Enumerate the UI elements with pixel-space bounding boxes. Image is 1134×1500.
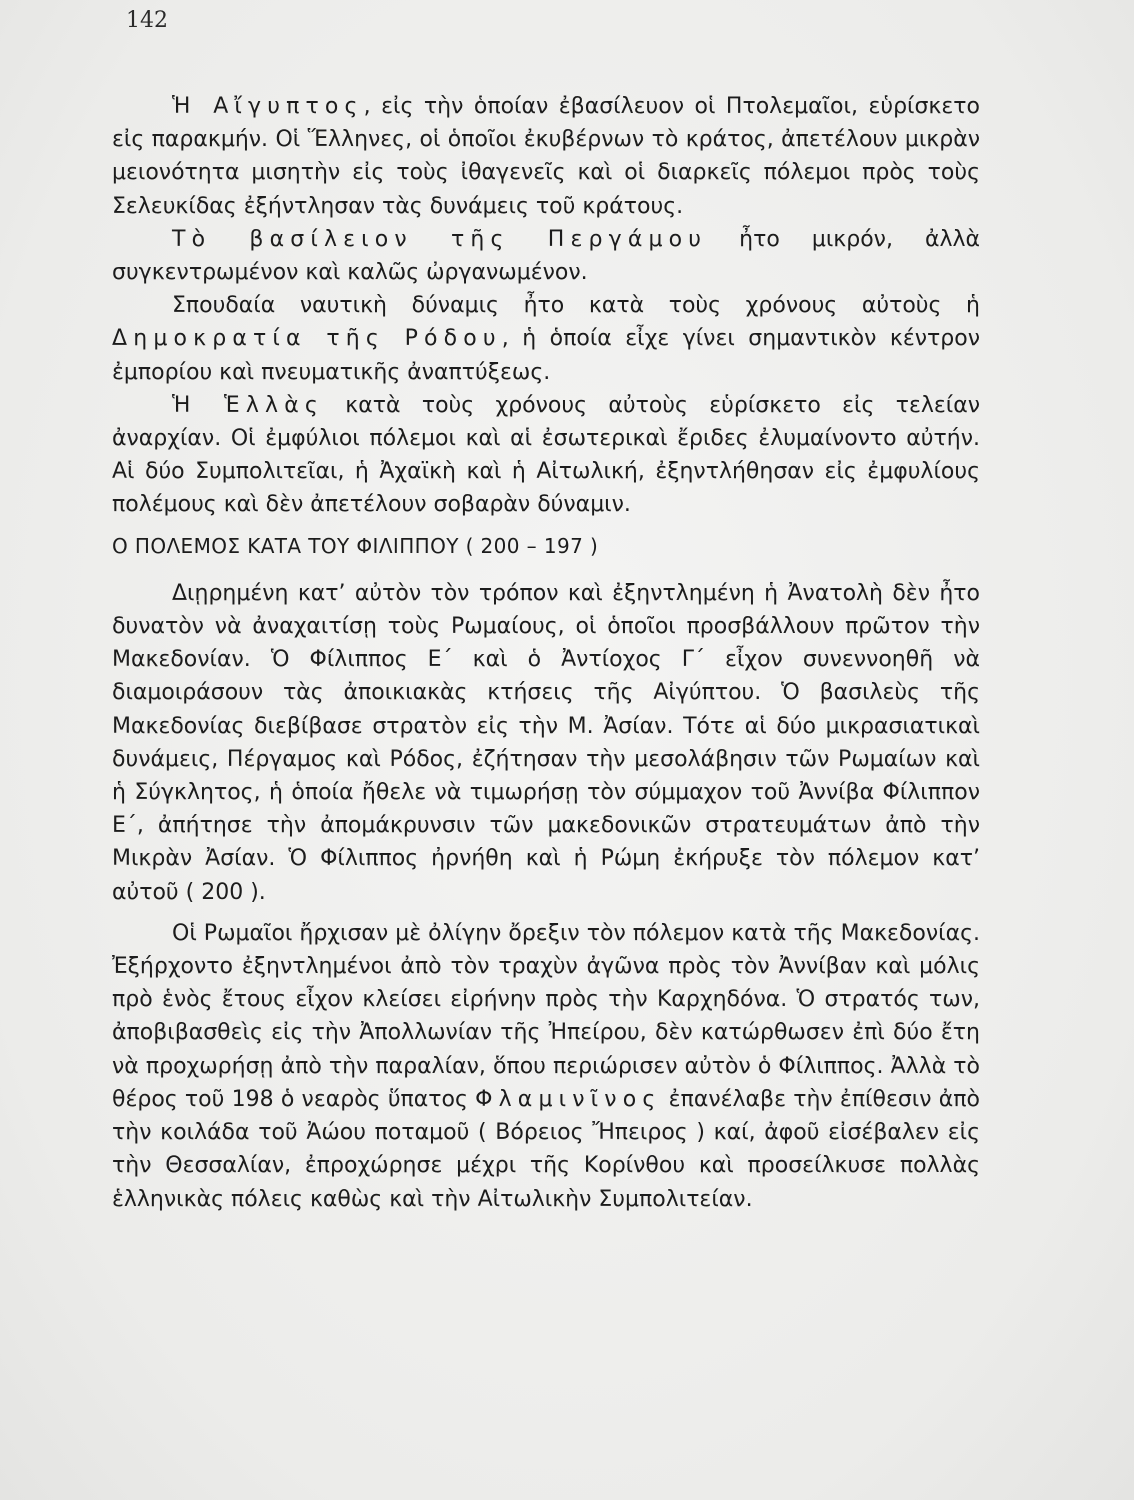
spaced-name-pergamon: Τὸ βασίλειον τῆς Περγάμου bbox=[172, 226, 708, 252]
spaced-name-rhodes: Δημοκρατία τῆς Ρόδου bbox=[112, 326, 502, 352]
paragraph-romans-text: ἐπανέλαβε τὴν ἐπίθεσιν ἀπὸ τὴν κοιλάδα τοῦ Ἀώου ποταμοῦ ( Βόρειος Ἤπειρος ) καί, ἀφοῦ εἰσέβαλεν εἰς τὴν Θεσσαλίαν, ἐπροχώρησε μέχρι τῆς Κορίνθου καὶ προσείλκυσε πολλὰς ἑλληνικὰς πόλεις καθὼς καὶ τὴν Αἰτωλικὴν Συμπολιτείαν. bbox=[112, 1086, 980, 1212]
paragraph-egypt bbox=[112, 90, 980, 223]
spaced-name-flamininus: Φλαμινῖνος bbox=[475, 1086, 662, 1112]
paragraph-romans bbox=[112, 917, 980, 1216]
paragraph-rhodes-text: , ἡ ὁποία εἶχε γίνει σημαντικὸν κέντρον ἐμπορίου καὶ πνευματικῆς ἀναπτύξεως. bbox=[112, 326, 980, 385]
spaced-name-egypt: Ἡ Αἴγυπτος bbox=[172, 94, 364, 119]
page-number: 142 bbox=[126, 8, 168, 33]
paragraph-pergamon bbox=[112, 223, 980, 289]
paragraph-romans-lead: Οἱ Ρωμαῖοι ἤρχισαν μὲ ὀλίγην ὄρεξιν τὸν πόλεμον κατὰ τῆς Μακεδονίας. Ἐξήρχοντο ἐξηντλημένοι ἀπὸ τὸν τραχὺν ἀγῶνα πρὸς τὸν Ἀννίβαν καὶ μόλις πρὸ ἑνὸς ἔτους εἶχον κλείσει εἰρήνην πρὸς τὴν Καρχηδόνα. Ὁ στρατός των, ἀποβιβασθεὶς εἰς τὴν Ἀπολλωνίαν τῆς Ἠπείρου, δὲν κατώρθωσεν ἐπὶ δύο ἔτη νὰ προχωρήσῃ ἀπὸ τὴν παραλίαν, ὅπου περιώρισεν αὐτὸν ὁ Φίλιππος. Ἀλλὰ τὸ θέρος τοῦ 198 ὁ νεαρὸς ὕπατος bbox=[112, 920, 980, 1112]
paragraph-war-start: Διῃρημένη κατ’ αὐτὸν τὸν τρόπον καὶ ἐξηντλημένη ἡ Ἀνατολὴ δὲν ἦτο δυνατὸν νὰ ἀναχαιτίσῃ τοὺς Ρωμαίους, οἱ ὁποῖοι προσβάλλουν πρῶτον τὴν Μακεδονίαν. Ὁ Φίλιππος Ε΄ καὶ ὁ Ἀντίοχος Γ΄ εἶχον συνεννοηθῆ νὰ διαμοιράσουν τὰς ἀποικιακὰς κτήσεις τῆς Αἰγύπτου. Ὁ βασιλεὺς τῆς Μακεδονίας διεβίβασε στρατὸν εἰς τὴν Μ. Ἀσίαν. Τότε αἱ δύο μικρασιατικαὶ δυνάμεις, Πέργαμος καὶ Ρόδος, ἐζήτησαν τὴν μεσολάβησιν τῶν Ρωμαίων καὶ ἡ Σύγκλητος, ἡ ὁποία ἤθελε νὰ τιμωρήσῃ τὸν σύμμαχον τοῦ Ἀννίβα Φίλιππον Ε΄, ἀπήτησε τὴν ἀπομάκρυνσιν τῶν μακεδονικῶν στρατευμάτων ἀπὸ τὴν Μικρὰν Ἀσίαν. Ὁ Φίλιππος ἠρνήθη καὶ ἡ Ρώμη ἐκήρυξε τὸν πόλεμον κατ’ αὐτοῦ ( 200 ). bbox=[112, 580, 980, 905]
paragraph-hellas bbox=[112, 389, 980, 522]
paragraph-pergamon-text: ἦτο μικρόν, ἀλλὰ συγκεντρωμένον καὶ καλῶς ὠργανωμένον. bbox=[112, 226, 980, 286]
text-column bbox=[112, 90, 980, 1216]
section-heading: Ο ΠΟΛΕΜΟΣ ΚΑΤΑ ΤΟΥ ΦΙΛΙΠΠΟΥ ( 200 – 197 ) bbox=[112, 533, 599, 558]
paragraph-rhodes bbox=[112, 289, 980, 389]
paragraph-egypt-text: , εἰς τὴν ὁποίαν ἐβασίλευον οἱ Πτολεμαῖοι, εὑρίσκετο εἰς παρακμήν. Οἱ Ἕλληνες, οἱ ὁποῖοι ἐκυβέρνων τὸ κράτος, ἀπετέλουν μικρὰν μειονότητα μισητὴν εἰς τοὺς ἰθαγενεῖς καὶ οἱ διαρκεῖς πόλεμοι πρὸς τοὺς Σελευκίδας ἐξήντλησαν τὰς δυνάμεις τοῦ κράτους. bbox=[112, 94, 980, 219]
spaced-name-hellas: Ἡ Ἑλλὰς bbox=[172, 392, 324, 418]
paragraph-hellas-text: κατὰ τοὺς χρόνους αὐτοὺς εὑρίσκετο εἰς τελείαν ἀναρχίαν. Οἱ ἐμφύλιοι πόλεμοι καὶ αἱ ἐσωτερικαὶ ἔριδες ἐλυμαίνοντο αὐτήν. Αἱ δύο Συμπολιτεῖαι, ἡ Ἀχαϊκὴ καὶ ἡ Αἰτωλική, ἐξηντλήθησαν εἰς ἐμφυλίους πολέμους καὶ δὲν ἀπετέλουν σοβαρὰν δύναμιν. bbox=[112, 392, 980, 518]
paragraph-rhodes-lead: Σπουδαία ναυτικὴ δύναμις ἦτο κατὰ τοὺς χρόνους αὐτοὺς ἡ bbox=[172, 293, 980, 319]
